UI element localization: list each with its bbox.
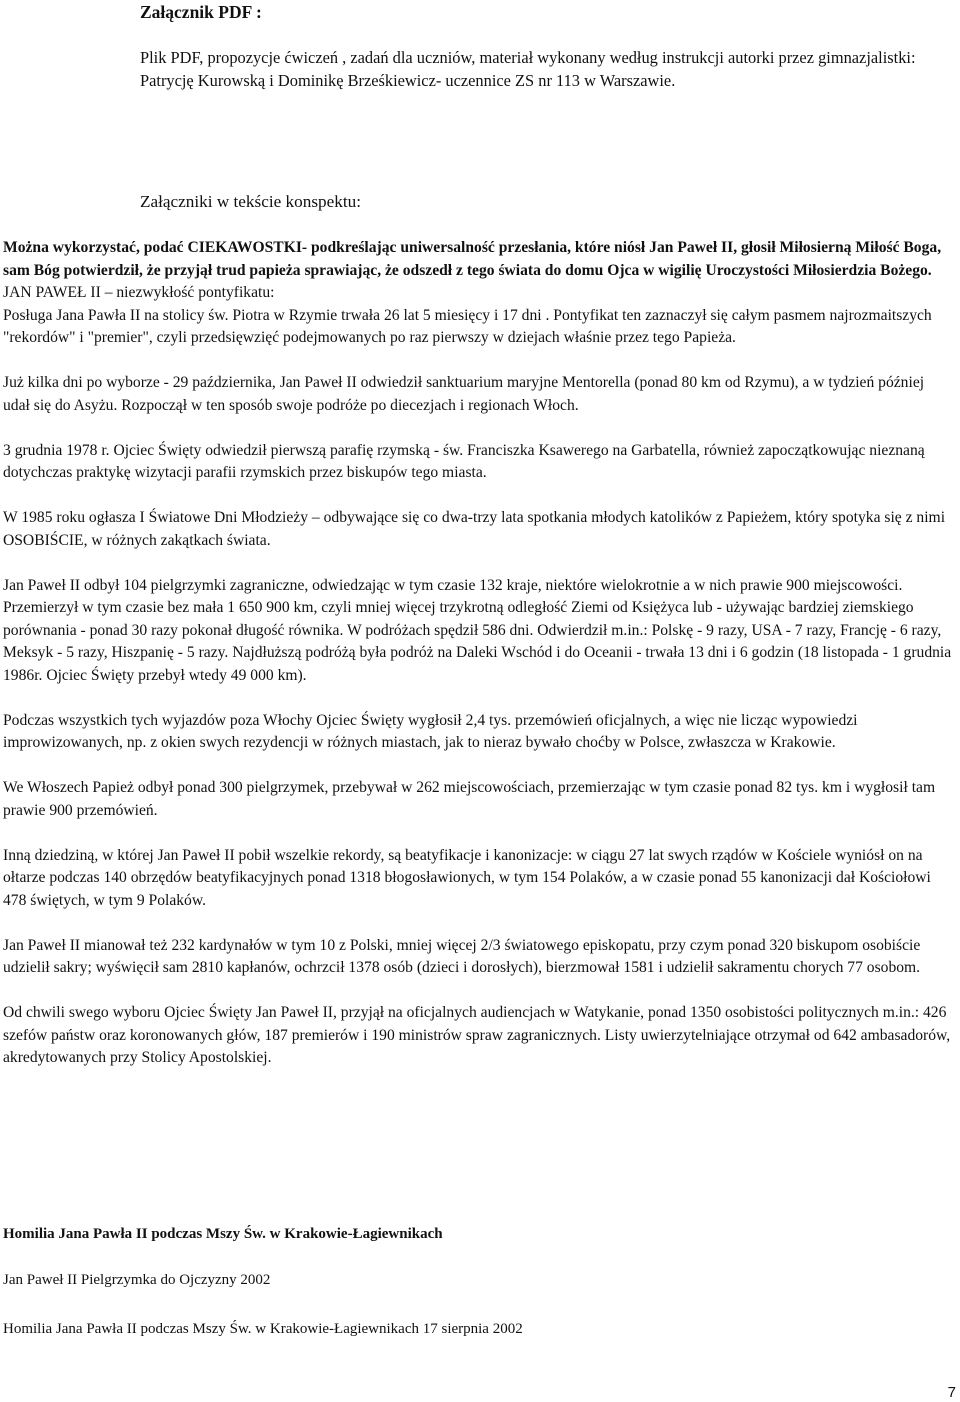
paragraph-beatifications: Inną dziedziną, w której Jan Paweł II pobił wszelkie rekordy, są beatyfikacje i kanonizacje: w ciągu 27 lat swych rządów w Kościele wyniósł on na ołtarze podczas 140 obrzędów beatyfikacyjnych ponad 1318 błogosławionych, w tym 154 Polaków, a w czasie ponad 55 kanonizacji dał Kościołowi 478 świętych, w tym 9 Polaków. bbox=[3, 846, 931, 909]
paragraph-pilgrimages: Jan Paweł II odbył 104 pielgrzymki zagraniczne, odwiedzając w tym czasie 132 kraje, niektóre wielokrotnie a w nich prawie 900 miejscowości. Przemierzył w tym czasie bez mała 1 650 900 km, czyli mniej więcej trzykrotną odległość Ziemi od Księżyca lub - używając bardziej ziemskiego porównania - ponad 30 razy pokonał długość równika. W podróżach spędził 586 dni. Odwierdził m.in.: Polskę - 9 razy, USA - 7 razy, Francję - 6 razy, Meksyk - 5 razy, Hiszpanię - 5 razy. Najdłuższą podróżą była podróż na Daleki Wschód i do Oceanii - trwała 13 dni i 6 godzin (18 listopada - 1 grudnia 1986r. Ojciec Święty przebył wtedy 49 000 km). bbox=[3, 576, 952, 684]
attachment-pdf-heading: Załącznik PDF : bbox=[140, 2, 262, 22]
footer-pilgrimage: Jan Paweł II Pielgrzymka do Ojczyzny 2002 bbox=[3, 1272, 271, 1288]
paragraph-audiences: Od chwili swego wyboru Ojciec Święty Jan Paweł II, przyjął na oficjalnych audiencjach w Watykanie, ponad 1350 osobistości politycznych m.in.: 426 szefów państw oraz koronowanych głów, 187 premierów i 190 ministrów spraw zagranicznych. Listy uwierzytelniające otrzymał od 642 ambasadorów, akredytowanych przy Stolicy Apostolskiej. bbox=[3, 1004, 951, 1066]
curiosities-paragraph: Można wykorzystać, podać CIEKAWOSTKI- podkreślając uniwersalność przesłania, które niósł Jan Paweł II, głosił Miłosierną Miłość Boga, sam Bóg potwierdził, że przyjął trud papieża sprawiając, że odszedł z tego świata do domu Ojca w wigilię Uroczystości Miłosierdzia Bożego. bbox=[3, 239, 942, 279]
paragraph-italy: We Włoszech Papież odbył ponad 300 pielgrzymek, przebywał w 262 miejscowościach, przemierzając w tym czasie ponad 82 tys. km i wygłosił tam prawie 900 przemówień. bbox=[3, 779, 936, 819]
footer-homily-bold: Homilia Jana Pawła II podczas Mszy Św. w Krakowie-Łagiewnikach bbox=[3, 1226, 443, 1242]
main-body bbox=[3, 237, 953, 1070]
page-number: 7 bbox=[947, 1384, 956, 1401]
paragraph-pontificate-length: Posługa Jana Pawła II na stolicy św. Piotra w Rzymie trwała 26 lat 5 miesięcy i 17 dni . Pontyfikat ten zaznaczył się całym pasmem najrozmaitszych "rekordów" i "premier", czyli przedsięwzięć podejmowanych po raz pierwszy w dziejach właśnie przez tego Papieża. bbox=[3, 306, 932, 346]
footer-homily-date: Homilia Jana Pawła II podczas Mszy Św. w Krakowie-Łagiewnikach 17 sierpnia 2002 bbox=[3, 1321, 523, 1337]
paragraph-speeches: Podczas wszystkich tych wyjazdów poza Włochy Ojciec Święty wygłosił 2,4 tys. przemówień oficjalnych, a więc nie licząc wypowiedzi improwizowanych, np. z okien swych rezydencji w różnych miastach, jak to nieraz bywało choćby w Polsce, zwłaszcza w Krakowie. bbox=[3, 711, 858, 751]
paragraph-youth-days: W 1985 roku ogłasza I Światowe Dni Młodzieży – odbywające się co dwa-trzy lata spotkania młodych katolików z Papieżem, który spotyka się z nimi OSOBIŚCIE, w różnych zakątkach świata. bbox=[3, 509, 946, 549]
paragraph-first-visits: Już kilka dni po wyborze - 29 października, Jan Paweł II odwiedził sanktuarium maryjne Mentorella (ponad 80 km od Rzymu), a w tydzień później udał się do Asyżu. Rozpoczął w ten sposób swoje podróże po diecezjach i regionach Włoch. bbox=[3, 374, 925, 414]
paragraph-cardinals: Jan Paweł II mianował też 232 kardynałów w tym 10 z Polski, mniej więcej 2/3 światowego episkopatu, przy czym ponad 320 biskupom osobiście udzielił sakry; wyświęcił sam 2810 kapłanów, ochrzcił 1378 osób (dzieci i dorosłych), bierzmował 1581 i udzielił sakramentu chorych 77 osobom. bbox=[3, 936, 921, 976]
paragraph-first-parish: 3 grudnia 1978 r. Ojciec Święty odwiedził pierwszą parafię rzymską - św. Franciszka Ksawerego na Garbatella, również zapoczątkowując nieznaną dotychczas praktykę wizytacji parafii rzymskich przez biskupów tego miasta. bbox=[3, 441, 925, 481]
intro-paragraph: Plik PDF, propozycje ćwiczeń , zadań dla uczniów, materiał wykonany według instrukcji autorki przez gimnazjalistki: Patrycję Kurowską i Dominikę Brześkiewicz- uczennice ZS nr 113 w Warszawie. bbox=[140, 48, 916, 91]
attachments-title: Załączniki w tekście konspektu: bbox=[140, 192, 361, 211]
pontificate-subheading: JAN PAWEŁ II – niezwykłość pontyfikatu: bbox=[3, 284, 275, 301]
